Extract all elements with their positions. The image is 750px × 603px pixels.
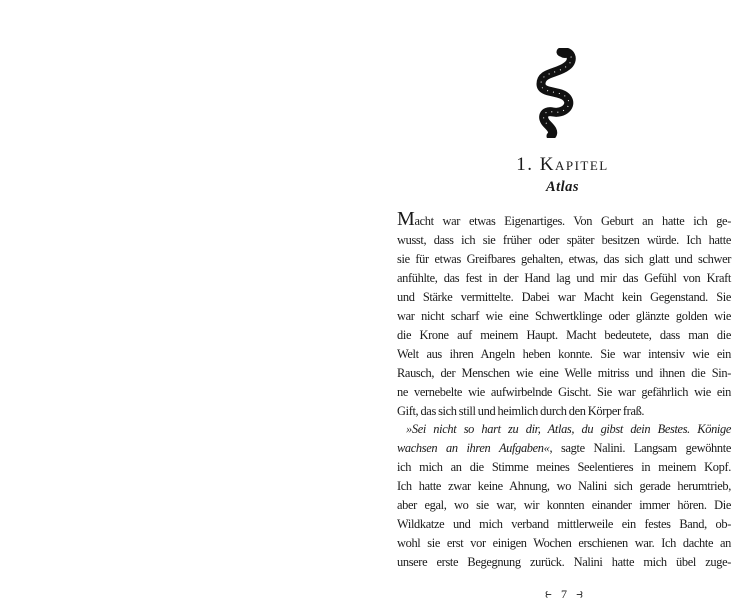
dialogue-italic: wachsen an ihren Aufgaben« (397, 441, 550, 456)
swirl-left-ornament-icon: ⥼ (543, 589, 553, 602)
text-line: Welt aus ihren Angeln heben konnte. Sie war intensiv wie ein (397, 346, 731, 361)
text-line: Rausch, der Menschen wie eine Welle mitriss und ihnen die Sin- (397, 365, 731, 380)
text-line: die Krone auf meinem Haupt. Macht bedeutete, dass man die (397, 327, 731, 342)
drop-cap: M (397, 208, 415, 230)
text-line (397, 439, 731, 458)
text-span: , sagte Nalini. Langsam gewöhnte (549, 441, 731, 456)
chapter-body-text (397, 210, 731, 572)
text-line: aber egal, wo sie war, wir konnten einander immer hören. Die (397, 498, 731, 513)
text-line (397, 210, 731, 231)
text-line: Gift, das sich still und heimlich durch den Körper fraß. (397, 403, 645, 418)
text-line (397, 420, 731, 439)
text-line: war nicht scharf wie eine Schwertklinge oder glänzte golden wie (397, 308, 731, 323)
text-line: wohl sie erst vor einigen Wochen erschienen war. Ich dachte an (397, 536, 731, 551)
left-page-blank (0, 0, 375, 568)
page-number: 7 (561, 587, 567, 602)
text-line: ich mich an die Stimme meines Seelentieres in meinem Kopf. (397, 460, 731, 475)
text-line: wusst, dass ich sie früher oder später besitzen würde. Ich hatte (397, 232, 731, 247)
text-line: sie für etwas Greifbares gehalten, etwas, das sich glatt und schwer (397, 251, 731, 266)
text-line: und Stärke vermittelte. Dabei war Macht kein Gegenstand. Sie (397, 289, 731, 304)
dialogue-italic: »Sei nicht so hart zu dir, Atlas, du gibst dein Bestes. Könige (406, 422, 731, 437)
right-page (375, 0, 750, 602)
text-flow (397, 210, 731, 603)
text-line: ne vernebelte wie aufwirbelnde Gischt. Sie war gefährlich wie ein (397, 384, 731, 399)
text-span: acht war etwas Eigenartiges. Von Geburt an hatte ich ge- (414, 214, 731, 228)
page-footer (397, 586, 731, 603)
text-line: anfühlte, das fest in der Hand lag und mir das Gefühl von Kraft (397, 270, 731, 285)
text-line: Wildkatze und mich verband mittlerweile ein festes Band, ob- (397, 517, 731, 532)
chapter-title: Atlas (545, 179, 580, 195)
snake-icon (527, 48, 583, 138)
chapter-heading: 1. Kapitel (516, 154, 609, 175)
swirl-right-ornament-icon: ⥽ (575, 589, 585, 602)
text-line: Ich hatte zwar keine Ahnung, wo Nalini sich gerade herumtrieb, (397, 479, 731, 494)
text-line: unsere erste Begegnung zurück. Nalini hatte mich übel zuge- (397, 555, 731, 570)
